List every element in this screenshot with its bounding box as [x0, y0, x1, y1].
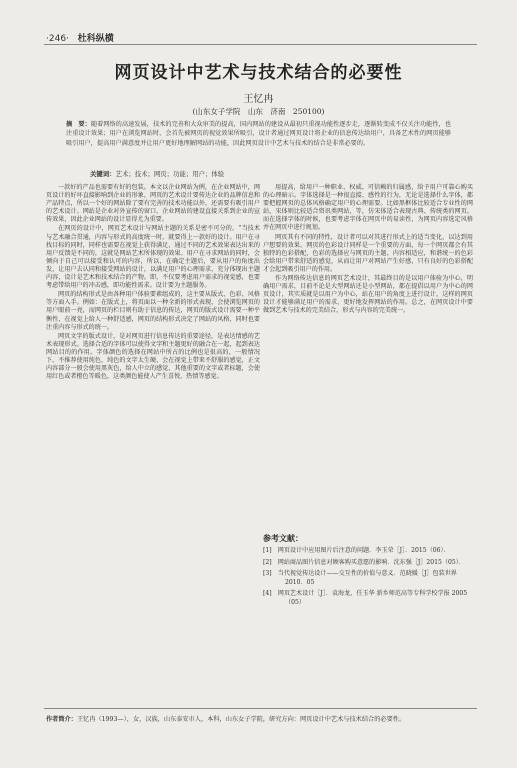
- column-name: 杜科纵横: [77, 34, 114, 44]
- body-paragraph: 在网页的设计中，网页艺术设计与网站主题的关系是密不可分的，“当技术与艺术融合贯通，内容与形式的高度统一时，就要得上一款好的设计。用户在寻找目标的同时，同样也需要在视觉上获得满足，通过不同的艺术效果表达出来的用户反馈是不同的，这就是网站艺术所体现的效果。用户在寻求网站的同时，会倾向于自己可以接受和认可的内容，所以，在确定主题后，要从用户的角度出发，让用户去认同和接受网站的设计，以满足用户的心理需求，充分体现出主题内容，设计是艺术和技术结合的产物。即，不仅要考虑用户需求的视觉感，也要考虑带给用户的冲击感，即功能性需求。设计要为主题服务。: [46, 225, 260, 290]
- reference-item: [3] 当代视觉传达设计——交互性的价值与意义．范晓媛［J］包装世界 2010．05: [263, 570, 457, 586]
- author-footnote: [46, 714, 405, 723]
- footnote-label: 作者简介：: [46, 716, 77, 723]
- reference-item: [4] 网页艺术设计［J］．袁海龙，任玉华 新乡师范高等专科学校学报 2005（05）: [263, 590, 468, 606]
- body-paragraph: 网页文字的版式设计，是对网页进行信息传达的重要途径，是表达情感的艺术表现形式。选择合适的字体可以使得文字和主题更好的融合在一起，起到表达网站目的的作用。字体颜色的选择在网站中所占的比例也是很高的，一般情况下，不推荐使用纯色，纯色的文字太生硬，会在视觉上带来不舒服的感觉，正文内容部分一般会使用黑灰色，给人中立的感觉，其他重要的文字或者标题，会使用红色或者橙色等暖色，这类颜色能使人产生喜悦、热情等感觉。: [46, 332, 260, 381]
- author-name: 王忆冉: [243, 94, 274, 105]
- running-header: [46, 31, 114, 44]
- keywords-text: 艺术；技术；网页；功能；用户；体验: [115, 170, 225, 178]
- body-paragraph: 一款好的产品也需要有好的包装。本文以企业网站为例，在企业网站中，网页设计的好坏直接影响到企业的形象，网页的艺术设计要传达企业的品牌信息和产品特点，所以一个好的网站除了要有完善的技术功能以外，还需要有吸引用户的艺术设计。网站是企业对外宣传的窗口，企业网站的建设直接关系到企业的宣传效果，因此企业网站的设计显得尤为重要。: [46, 184, 260, 224]
- article-title: 网页设计中艺术与技术结合的必要性: [114, 63, 403, 83]
- footnote-rule: [44, 708, 477, 709]
- abstract: [66, 120, 451, 148]
- page-number: ·246·: [46, 34, 69, 44]
- left-column: [46, 184, 260, 382]
- author-affiliation: (山东女子学院 山东 济南 250100): [192, 107, 325, 116]
- body-paragraph: 网页的结构形式是由各种用户体验要素组成的，这主要从版式、色彩、风格等方面入手。例如：在版式上，将页面以一种全新的形式表现，会使浏览网页的用户眼前一亮，而网页的栏目则有助于信息的传达，网页的版式设计需要一种平衡性，在视觉上给人一种舒适感，网页的结构形式决定了网站的风格，同时也要注重内容与形式的统一。: [46, 291, 260, 331]
- reference-item: [2] 网站商品图片信息对顾客购买意愿的影响．沈东强［J］2015（05）．: [263, 558, 465, 566]
- body-paragraph: 作为网络传达信息的网页艺术设计，其最终目的是以用户体验为中心，明确用户需求，目前不论是大型网站还是小型网站，都在提倡以用户为中心的网页设计，其实质就是以用户为中心，站在用户的角度上进行设计，这样的网页设计才能够满足用户的需求，更好地发挥网站的作用。总之，在网页设计中要做到艺术与技术的完美结合，形式与内容的完美统一。: [263, 275, 473, 315]
- header-rule: [44, 44, 477, 45]
- reference-item: [1] 网页设计中应用图片后注意的问题．李玉荣［J］．2015（06）．: [263, 547, 450, 554]
- keywords-label: 关键词：: [90, 170, 116, 178]
- abstract-text: 随着网络的高速发展，技术的完善和大众审美的提高，国内网站的建设从最初只重视功能性逐步走，逐渐转变成不仅关注功能性，也注重设计效果；用户在浏览网站时，会首先被网页的视觉效果所吸引，设计者通过网页设计将企业的信息传达给用户，具备艺术性的网页能够吸引用户，提高用户满意度并让用户更好地理解网站的功能，因此网页设计中艺术与技术的结合是非常必要的。: [66, 121, 452, 147]
- footnote-text: 王忆冉（1993—），女，汉族，山东泰安市人，本科，山东女子学院，研究方向：网页设计中艺术与技术结合的必要性。: [76, 716, 406, 723]
- right-column: [263, 184, 473, 317]
- references-heading: 参考文献：: [263, 534, 303, 543]
- abstract-label: 摘 要：: [66, 121, 91, 128]
- body-paragraph: 用提高，给用户一种职业、权威、可信赖的归属感，给予用户可靠心购买的心理暗示。字体选择是一种很直接、感性的行为，无论是选择什么字体，都要把握网页的总体风格确定用户的心理需要。比如黑框体比较适合专业性的网站，宋体则比较适合资讯类网站，等，仿宋体适合表现古典、传统类的网页。而在选择字体的时候，也要考虑字体在网页中的易读性，为网页内容选定风格并在网页中进行规划。: [263, 184, 473, 232]
- keywords: [90, 169, 224, 178]
- body-paragraph: 网页其有不同的特性，设计者可以对其进行形式上的适当变化，以达到用户想要的效果。网页的色彩设计同样是一个重要的方面，每一个网页都会有其独特的色彩搭配，色彩的选择应与网页的主题、内容相适应，和谐统一的色彩会给用户带来舒适的感觉，从而让用户对网站产生好感，只有良好的色彩搭配才会起到吸引用户的作用。: [263, 233, 473, 273]
- references-list: [263, 547, 477, 610]
